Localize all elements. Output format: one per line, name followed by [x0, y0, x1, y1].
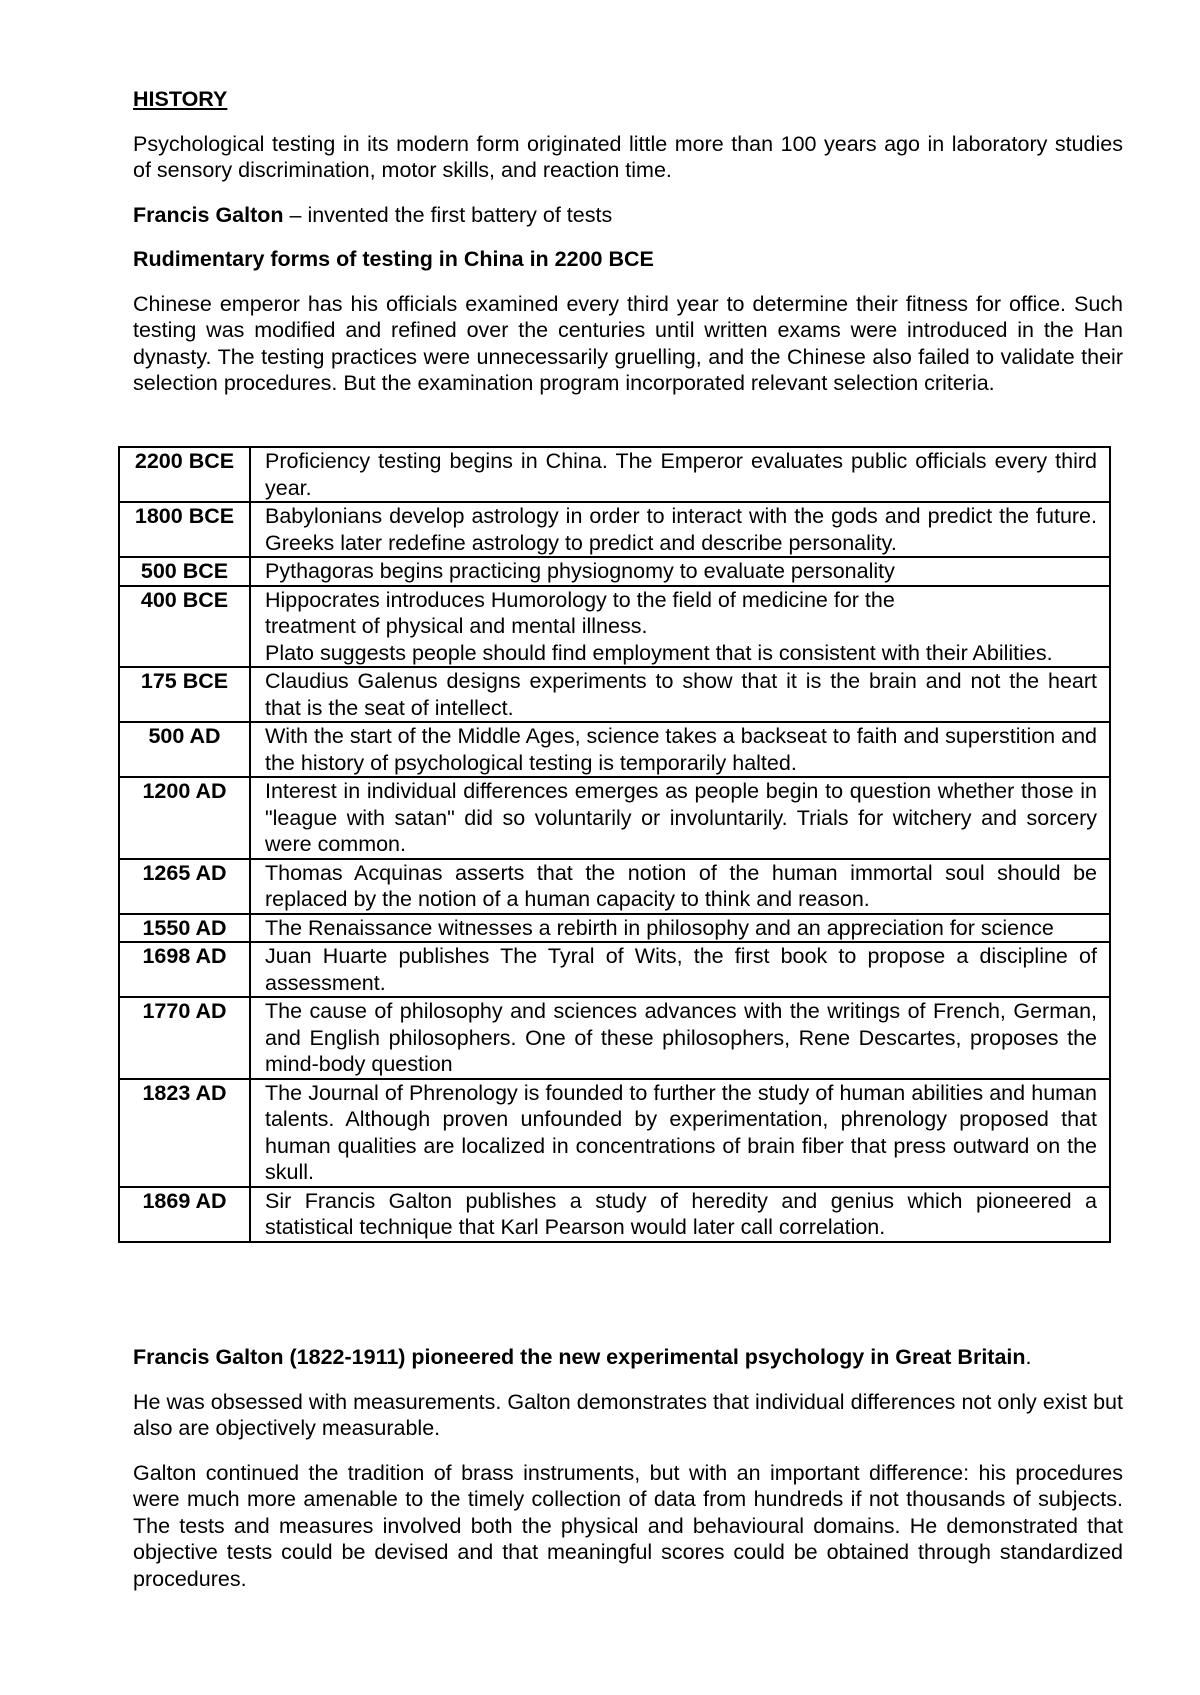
- galton-name: Francis Galton: [133, 202, 284, 227]
- timeline-event: The Journal of Phrenology is founded to further the study of human abilities and human talents. Although proven unfounded by experimentation, phrenology proposed that human qualities are localized in concentrations of brain fiber that press outward on the skull.: [250, 1079, 1110, 1187]
- table-row: [119, 777, 1110, 859]
- galton-line: [133, 202, 1123, 229]
- galton-heading: [133, 1344, 1123, 1371]
- timeline-event: Claudius Galenus designs experiments to show that it is the brain and not the heart that is the seat of intellect.: [250, 667, 1110, 722]
- timeline-year: 1698 AD: [119, 942, 250, 997]
- galton-heading-text: Francis Galton (1822-1911) pioneered the new experimental psychology in Great Britain: [133, 1345, 1026, 1369]
- table-row: [119, 447, 1110, 502]
- table-row: [119, 667, 1110, 722]
- timeline-event: Proficiency testing begins in China. The Emperor evaluates public officials every third year.: [250, 447, 1110, 502]
- document-top: [133, 86, 1123, 397]
- timeline-year: 1823 AD: [119, 1079, 250, 1187]
- intro-paragraph: Psychological testing in its modern form originated little more than 100 years ago in laboratory studies of sensory discrimination, motor skills, and reaction time.: [133, 131, 1123, 182]
- timeline-event: Babylonians develop astrology in order to interact with the gods and predict the future. Greeks later redefine astrology to predict and describe personality.: [250, 502, 1110, 557]
- galton-line-rest: – invented the first battery of tests: [283, 202, 613, 227]
- document-bottom: [133, 1344, 1123, 1592]
- timeline-event-line: Plato suggests people should find employment that is consistent with their Abilities.: [265, 640, 1053, 665]
- timeline-year: 1770 AD: [119, 997, 250, 1079]
- timeline-year: 175 BCE: [119, 667, 250, 722]
- timeline-year: 1265 AD: [119, 859, 250, 914]
- china-paragraph: Chinese emperor has his officials examined every third year to determine their fitness for office. Such testing was modified and refined over the centuries until written exams were introduced in the Han dynasty. The testing practices were unnecessarily gruelling, and the Chinese also failed to validate their selection procedures. But the examination program incorporated relevant selection criteria.: [133, 291, 1123, 395]
- timeline-year: 400 BCE: [119, 586, 250, 668]
- table-row: [119, 997, 1110, 1079]
- timeline-year: 2200 BCE: [119, 447, 250, 502]
- timeline-year: 500 AD: [119, 722, 250, 777]
- timeline-year: 1800 BCE: [119, 502, 250, 557]
- timeline-event: Interest in individual differences emerges as people begin to question whether those in "league with satan" did so voluntarily or involuntarily. Trials for witchery and sorcery were common.: [250, 777, 1110, 859]
- timeline-event: Thomas Acquinas asserts that the notion of the human immortal soul should be replaced by the notion of a human capacity to think and reason.: [250, 859, 1110, 914]
- timeline-event: The Renaissance witnesses a rebirth in philosophy and an appreciation for science: [250, 914, 1110, 943]
- timeline-year: 500 BCE: [119, 557, 250, 586]
- table-row: [119, 502, 1110, 557]
- timeline-event: [250, 586, 1110, 668]
- china-heading: Rudimentary forms of testing in China in 2200 BCE: [133, 247, 654, 271]
- timeline-event: Juan Huarte publishes The Tyral of Wits, the first book to propose a discipline of assessment.: [250, 942, 1110, 997]
- timeline-year: 1869 AD: [119, 1187, 250, 1242]
- table-row: [119, 859, 1110, 914]
- timeline-body: [119, 447, 1110, 1242]
- table-row: [119, 722, 1110, 777]
- galton-paragraph-1: He was obsessed with measurements. Galton demonstrates that individual differences not only exist but also are objectively measurable.: [133, 1389, 1123, 1440]
- table-row: [119, 914, 1110, 943]
- timeline-event: The cause of philosophy and sciences advances with the writings of French, German, and English philosophers. One of these philosophers, Rene Descartes, proposes the mind-body question: [250, 997, 1110, 1079]
- table-row: [119, 586, 1110, 668]
- timeline-event: Pythagoras begins practicing physiognomy to evaluate personality: [250, 557, 1110, 586]
- table-row: [119, 1079, 1110, 1187]
- table-row: [119, 1187, 1110, 1242]
- table-row: [119, 942, 1110, 997]
- timeline-event: With the start of the Middle Ages, science takes a backseat to faith and superstition and the history of psychological testing is temporarily halted.: [250, 722, 1110, 777]
- galton-heading-end: .: [1025, 1345, 1032, 1369]
- timeline-event: Sir Francis Galton publishes a study of heredity and genius which pioneered a statistical technique that Karl Pearson would later call correlation.: [250, 1187, 1110, 1242]
- timeline-event-line: Hippocrates introduces Humorology to the field of medicine for the treatment of physical and mental illness.: [265, 587, 895, 638]
- timeline-year: 1550 AD: [119, 914, 250, 943]
- table-row: [119, 557, 1110, 586]
- timeline-year: 1200 AD: [119, 777, 250, 859]
- timeline-table: [118, 446, 1111, 1243]
- section-heading: HISTORY: [133, 87, 228, 111]
- galton-paragraph-2: Galton continued the tradition of brass instruments, but with an important difference: his procedures were much more amenable to the timely collection of data from hundreds if not thousands of subjects. The tests and measures involved both the physical and behavioural domains. He demonstrated that objective tests could be devised and that meaningful scores could be obtained through standardized procedures.: [133, 1460, 1123, 1591]
